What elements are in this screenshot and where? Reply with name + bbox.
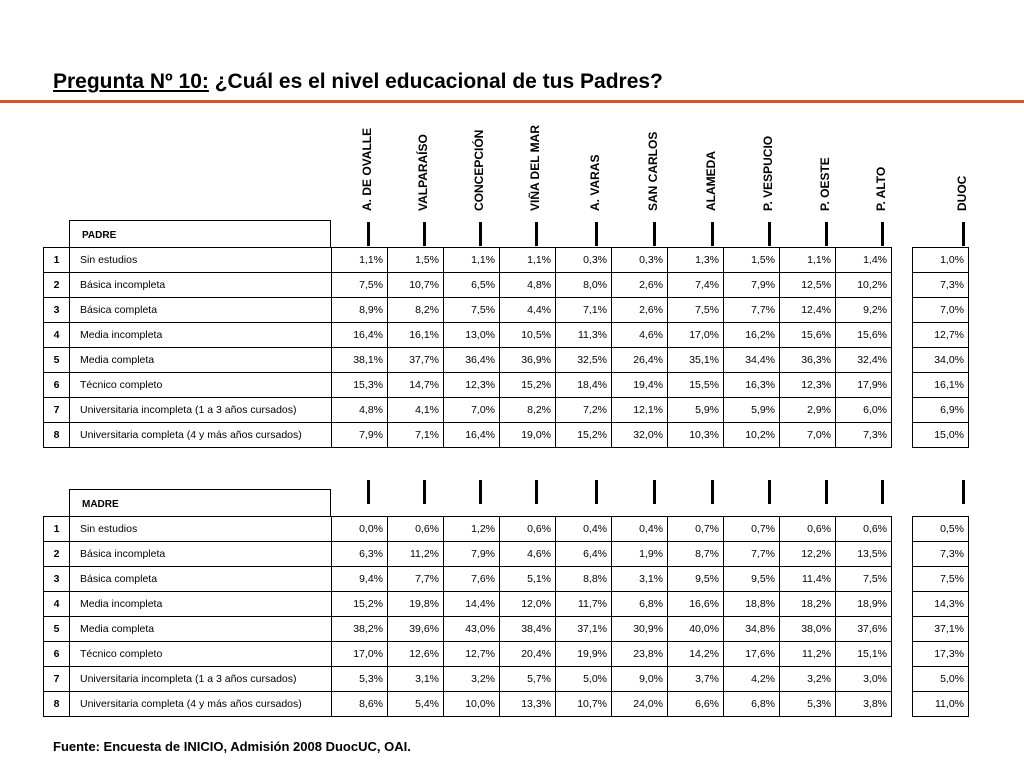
value-cell: 1,4% xyxy=(836,248,892,273)
column-header-text: ALAMEDA xyxy=(704,151,718,211)
column-tick-mark xyxy=(962,480,965,504)
duoc-value-cell: 7,5% xyxy=(913,567,969,592)
value-cell: 8,6% xyxy=(332,692,388,717)
column-tick-mark xyxy=(423,480,426,504)
value-cell: 2,6% xyxy=(612,298,668,323)
value-cell: 17,0% xyxy=(668,323,724,348)
column-tick-mark xyxy=(535,480,538,504)
duoc-value-cell: 11,0% xyxy=(913,692,969,717)
column-gap xyxy=(892,617,913,642)
value-cell: 38,2% xyxy=(332,617,388,642)
column-tick-mark xyxy=(962,222,965,246)
column-tick-mark xyxy=(479,480,482,504)
column-header xyxy=(700,101,724,211)
value-cell: 15,2% xyxy=(332,592,388,617)
column-header-text: P. ALTO xyxy=(874,166,888,211)
row-label: Universitaria completa (4 y más años cursados) xyxy=(70,423,332,448)
row-number: 4 xyxy=(44,592,70,617)
column-tick-mark xyxy=(653,222,656,246)
column-header-text: P. VESPUCIO xyxy=(761,135,775,211)
column-tick-mark xyxy=(367,480,370,504)
value-cell: 4,1% xyxy=(388,398,444,423)
row-number: 6 xyxy=(44,642,70,667)
value-cell: 7,3% xyxy=(836,423,892,448)
row-number: 7 xyxy=(44,667,70,692)
value-cell: 10,2% xyxy=(724,423,780,448)
value-cell: 17,9% xyxy=(836,373,892,398)
value-cell: 17,0% xyxy=(332,642,388,667)
row-number: 2 xyxy=(44,273,70,298)
column-header-text: CONCEPCIÓN xyxy=(472,129,486,211)
title-prefix: Pregunta Nº 10: xyxy=(53,70,209,93)
value-cell: 7,0% xyxy=(780,423,836,448)
column-gap xyxy=(892,398,913,423)
column-header xyxy=(642,101,666,211)
value-cell: 37,7% xyxy=(388,348,444,373)
value-cell: 5,3% xyxy=(332,667,388,692)
value-cell: 12,5% xyxy=(780,273,836,298)
value-cell: 10,7% xyxy=(556,692,612,717)
row-number: 7 xyxy=(44,398,70,423)
value-cell: 10,0% xyxy=(444,692,500,717)
table-row xyxy=(44,273,969,298)
value-cell: 8,8% xyxy=(556,567,612,592)
value-cell: 11,4% xyxy=(780,567,836,592)
value-cell: 4,2% xyxy=(724,667,780,692)
value-cell: 5,0% xyxy=(556,667,612,692)
column-tick-mark xyxy=(595,222,598,246)
title-question: ¿Cuál es el nivel educacional de tus Padres? xyxy=(214,70,663,93)
duoc-value-cell: 12,7% xyxy=(913,323,969,348)
value-cell: 8,2% xyxy=(500,398,556,423)
column-tick-mark xyxy=(881,222,884,246)
value-cell: 34,4% xyxy=(724,348,780,373)
row-label: Universitaria incompleta (1 a 3 años cursados) xyxy=(70,398,332,423)
value-cell: 5,3% xyxy=(780,692,836,717)
value-cell: 1,5% xyxy=(388,248,444,273)
value-cell: 36,3% xyxy=(780,348,836,373)
column-tick-mark xyxy=(768,480,771,504)
value-cell: 7,5% xyxy=(332,273,388,298)
value-cell: 6,5% xyxy=(444,273,500,298)
value-cell: 18,9% xyxy=(836,592,892,617)
value-cell: 1,2% xyxy=(444,517,500,542)
value-cell: 13,5% xyxy=(836,542,892,567)
row-number: 5 xyxy=(44,348,70,373)
padre-section-label: PADRE xyxy=(69,220,331,247)
value-cell: 36,4% xyxy=(444,348,500,373)
column-header xyxy=(870,101,894,211)
value-cell: 16,2% xyxy=(724,323,780,348)
value-cell: 7,0% xyxy=(444,398,500,423)
value-cell: 7,7% xyxy=(724,542,780,567)
column-gap xyxy=(892,348,913,373)
value-cell: 5,9% xyxy=(668,398,724,423)
value-cell: 6,8% xyxy=(724,692,780,717)
value-cell: 15,6% xyxy=(780,323,836,348)
column-header xyxy=(356,101,380,211)
value-cell: 32,4% xyxy=(836,348,892,373)
duoc-value-cell: 0,5% xyxy=(913,517,969,542)
value-cell: 20,4% xyxy=(500,642,556,667)
value-cell: 15,2% xyxy=(556,423,612,448)
column-gap xyxy=(892,642,913,667)
value-cell: 12,1% xyxy=(612,398,668,423)
value-cell: 13,0% xyxy=(444,323,500,348)
value-cell: 34,8% xyxy=(724,617,780,642)
value-cell: 23,8% xyxy=(612,642,668,667)
value-cell: 4,8% xyxy=(332,398,388,423)
row-number: 8 xyxy=(44,423,70,448)
value-cell: 40,0% xyxy=(668,617,724,642)
value-cell: 0,6% xyxy=(780,517,836,542)
value-cell: 35,1% xyxy=(668,348,724,373)
value-cell: 11,7% xyxy=(556,592,612,617)
column-tick-mark xyxy=(423,222,426,246)
value-cell: 19,9% xyxy=(556,642,612,667)
value-cell: 1,3% xyxy=(668,248,724,273)
value-cell: 5,4% xyxy=(388,692,444,717)
value-cell: 3,1% xyxy=(388,667,444,692)
value-cell: 7,5% xyxy=(668,298,724,323)
duoc-value-cell: 16,1% xyxy=(913,373,969,398)
value-cell: 6,4% xyxy=(556,542,612,567)
madre-section-label: MADRE xyxy=(69,489,331,516)
column-header-text: DUOC xyxy=(955,175,969,211)
value-cell: 3,0% xyxy=(836,667,892,692)
table-row xyxy=(44,667,969,692)
value-cell: 15,1% xyxy=(836,642,892,667)
row-label: Media completa xyxy=(70,348,332,373)
value-cell: 7,1% xyxy=(388,423,444,448)
value-cell: 0,3% xyxy=(556,248,612,273)
duoc-value-cell: 14,3% xyxy=(913,592,969,617)
value-cell: 14,2% xyxy=(668,642,724,667)
row-label: Sin estudios xyxy=(70,517,332,542)
value-cell: 7,9% xyxy=(332,423,388,448)
value-cell: 0,3% xyxy=(612,248,668,273)
duoc-value-cell: 7,3% xyxy=(913,542,969,567)
column-tick-mark xyxy=(881,480,884,504)
value-cell: 37,6% xyxy=(836,617,892,642)
value-cell: 7,9% xyxy=(724,273,780,298)
duoc-value-cell: 6,9% xyxy=(913,398,969,423)
value-cell: 38,4% xyxy=(500,617,556,642)
duoc-value-cell: 7,0% xyxy=(913,298,969,323)
row-number: 1 xyxy=(44,248,70,273)
column-gap xyxy=(892,542,913,567)
value-cell: 4,6% xyxy=(500,542,556,567)
value-cell: 16,4% xyxy=(332,323,388,348)
page-title xyxy=(53,70,663,94)
table-row xyxy=(44,592,969,617)
row-label: Básica completa xyxy=(70,567,332,592)
value-cell: 26,4% xyxy=(612,348,668,373)
column-gap xyxy=(892,517,913,542)
column-tick-mark xyxy=(535,222,538,246)
column-header-text: A. DE OVALLE xyxy=(360,127,374,211)
column-gap xyxy=(892,567,913,592)
column-tick-mark xyxy=(653,480,656,504)
value-cell: 32,5% xyxy=(556,348,612,373)
value-cell: 2,9% xyxy=(780,398,836,423)
value-cell: 30,9% xyxy=(612,617,668,642)
value-cell: 12,4% xyxy=(780,298,836,323)
table-row xyxy=(44,348,969,373)
value-cell: 7,4% xyxy=(668,273,724,298)
value-cell: 38,0% xyxy=(780,617,836,642)
table-row xyxy=(44,373,969,398)
value-cell: 18,2% xyxy=(780,592,836,617)
column-gap xyxy=(892,423,913,448)
value-cell: 8,9% xyxy=(332,298,388,323)
value-cell: 9,4% xyxy=(332,567,388,592)
value-cell: 15,6% xyxy=(836,323,892,348)
value-cell: 0,4% xyxy=(556,517,612,542)
row-label: Básica incompleta xyxy=(70,542,332,567)
column-header xyxy=(524,101,548,211)
value-cell: 12,0% xyxy=(500,592,556,617)
value-cell: 12,7% xyxy=(444,642,500,667)
value-cell: 12,3% xyxy=(780,373,836,398)
row-number: 2 xyxy=(44,542,70,567)
value-cell: 13,3% xyxy=(500,692,556,717)
column-tick-mark xyxy=(367,222,370,246)
value-cell: 4,4% xyxy=(500,298,556,323)
value-cell: 3,7% xyxy=(668,667,724,692)
column-gap xyxy=(892,667,913,692)
table-row xyxy=(44,298,969,323)
value-cell: 10,7% xyxy=(388,273,444,298)
column-gap xyxy=(892,323,913,348)
value-cell: 7,5% xyxy=(836,567,892,592)
value-cell: 11,2% xyxy=(388,542,444,567)
value-cell: 11,2% xyxy=(780,642,836,667)
column-gap xyxy=(892,298,913,323)
value-cell: 2,6% xyxy=(612,273,668,298)
table-row xyxy=(44,642,969,667)
value-cell: 19,4% xyxy=(612,373,668,398)
madre-table xyxy=(43,516,969,717)
row-label: Universitaria completa (4 y más años cursados) xyxy=(70,692,332,717)
value-cell: 6,8% xyxy=(612,592,668,617)
column-header xyxy=(468,101,492,211)
column-header xyxy=(951,101,975,211)
row-label: Básica completa xyxy=(70,298,332,323)
value-cell: 1,1% xyxy=(780,248,836,273)
value-cell: 37,1% xyxy=(556,617,612,642)
row-label: Universitaria incompleta (1 a 3 años cursados) xyxy=(70,667,332,692)
column-header-text: VALPARAÍSO xyxy=(416,134,430,211)
column-tick-mark xyxy=(711,480,714,504)
value-cell: 15,2% xyxy=(500,373,556,398)
table-row xyxy=(44,692,969,717)
value-cell: 7,9% xyxy=(444,542,500,567)
column-gap xyxy=(892,692,913,717)
value-cell: 7,1% xyxy=(556,298,612,323)
value-cell: 8,2% xyxy=(388,298,444,323)
value-cell: 12,2% xyxy=(780,542,836,567)
table-row xyxy=(44,617,969,642)
value-cell: 24,0% xyxy=(612,692,668,717)
column-tick-mark xyxy=(479,222,482,246)
row-label: Sin estudios xyxy=(70,248,332,273)
value-cell: 43,0% xyxy=(444,617,500,642)
table-row xyxy=(44,398,969,423)
source-footnote: Fuente: Encuesta de INICIO, Admisión 2008 DuocUC, OAI. xyxy=(53,739,411,754)
value-cell: 39,6% xyxy=(388,617,444,642)
column-header xyxy=(412,101,436,211)
duoc-value-cell: 17,3% xyxy=(913,642,969,667)
value-cell: 15,3% xyxy=(332,373,388,398)
value-cell: 3,2% xyxy=(444,667,500,692)
column-tick-mark xyxy=(825,222,828,246)
value-cell: 9,5% xyxy=(668,567,724,592)
duoc-value-cell: 1,0% xyxy=(913,248,969,273)
value-cell: 7,5% xyxy=(444,298,500,323)
row-number: 6 xyxy=(44,373,70,398)
value-cell: 19,8% xyxy=(388,592,444,617)
value-cell: 7,2% xyxy=(556,398,612,423)
value-cell: 0,4% xyxy=(612,517,668,542)
value-cell: 0,7% xyxy=(668,517,724,542)
value-cell: 0,6% xyxy=(388,517,444,542)
column-gap xyxy=(892,373,913,398)
padre-table xyxy=(43,247,969,448)
value-cell: 8,0% xyxy=(556,273,612,298)
column-header-text: SAN CARLOS xyxy=(646,131,660,211)
row-label: Técnico completo xyxy=(70,642,332,667)
value-cell: 0,0% xyxy=(332,517,388,542)
row-number: 1 xyxy=(44,517,70,542)
duoc-value-cell: 15,0% xyxy=(913,423,969,448)
value-cell: 1,5% xyxy=(724,248,780,273)
value-cell: 5,9% xyxy=(724,398,780,423)
value-cell: 17,6% xyxy=(724,642,780,667)
value-cell: 10,3% xyxy=(668,423,724,448)
row-number: 3 xyxy=(44,298,70,323)
value-cell: 0,6% xyxy=(500,517,556,542)
row-label: Media completa xyxy=(70,617,332,642)
value-cell: 18,4% xyxy=(556,373,612,398)
row-number: 5 xyxy=(44,617,70,642)
value-cell: 3,2% xyxy=(780,667,836,692)
value-cell: 14,7% xyxy=(388,373,444,398)
duoc-value-cell: 7,3% xyxy=(913,273,969,298)
value-cell: 15,5% xyxy=(668,373,724,398)
column-gap xyxy=(892,592,913,617)
value-cell: 16,6% xyxy=(668,592,724,617)
value-cell: 9,5% xyxy=(724,567,780,592)
value-cell: 6,0% xyxy=(836,398,892,423)
value-cell: 32,0% xyxy=(612,423,668,448)
value-cell: 4,8% xyxy=(500,273,556,298)
duoc-value-cell: 37,1% xyxy=(913,617,969,642)
column-header xyxy=(814,101,838,211)
column-header xyxy=(584,101,608,211)
value-cell: 5,1% xyxy=(500,567,556,592)
value-cell: 36,9% xyxy=(500,348,556,373)
value-cell: 0,7% xyxy=(724,517,780,542)
row-label: Básica incompleta xyxy=(70,273,332,298)
row-number: 3 xyxy=(44,567,70,592)
value-cell: 3,8% xyxy=(836,692,892,717)
row-label: Técnico completo xyxy=(70,373,332,398)
value-cell: 11,3% xyxy=(556,323,612,348)
value-cell: 4,6% xyxy=(612,323,668,348)
duoc-value-cell: 34,0% xyxy=(913,348,969,373)
value-cell: 9,0% xyxy=(612,667,668,692)
value-cell: 10,5% xyxy=(500,323,556,348)
value-cell: 1,1% xyxy=(500,248,556,273)
value-cell: 6,6% xyxy=(668,692,724,717)
row-number: 4 xyxy=(44,323,70,348)
value-cell: 19,0% xyxy=(500,423,556,448)
value-cell: 14,4% xyxy=(444,592,500,617)
value-cell: 16,3% xyxy=(724,373,780,398)
value-cell: 12,3% xyxy=(444,373,500,398)
column-gap xyxy=(892,248,913,273)
value-cell: 1,1% xyxy=(444,248,500,273)
column-header xyxy=(757,101,781,211)
value-cell: 5,7% xyxy=(500,667,556,692)
table-row xyxy=(44,567,969,592)
column-tick-mark xyxy=(595,480,598,504)
value-cell: 38,1% xyxy=(332,348,388,373)
value-cell: 10,2% xyxy=(836,273,892,298)
value-cell: 7,7% xyxy=(388,567,444,592)
duoc-value-cell: 5,0% xyxy=(913,667,969,692)
value-cell: 8,7% xyxy=(668,542,724,567)
value-cell: 1,9% xyxy=(612,542,668,567)
value-cell: 0,6% xyxy=(836,517,892,542)
column-header-text: P. OESTE xyxy=(818,157,832,211)
value-cell: 6,3% xyxy=(332,542,388,567)
table-row xyxy=(44,517,969,542)
column-header-text: VIÑA DEL MAR xyxy=(528,124,542,211)
table-row xyxy=(44,423,969,448)
value-cell: 9,2% xyxy=(836,298,892,323)
value-cell: 12,6% xyxy=(388,642,444,667)
value-cell: 7,7% xyxy=(724,298,780,323)
column-tick-mark xyxy=(768,222,771,246)
value-cell: 16,1% xyxy=(388,323,444,348)
value-cell: 7,6% xyxy=(444,567,500,592)
value-cell: 1,1% xyxy=(332,248,388,273)
column-header-text: A. VARAS xyxy=(588,154,602,211)
value-cell: 16,4% xyxy=(444,423,500,448)
column-gap xyxy=(892,273,913,298)
table-row xyxy=(44,542,969,567)
row-label: Media incompleta xyxy=(70,592,332,617)
table-row xyxy=(44,323,969,348)
row-number: 8 xyxy=(44,692,70,717)
row-label: Media incompleta xyxy=(70,323,332,348)
value-cell: 18,8% xyxy=(724,592,780,617)
column-tick-mark xyxy=(711,222,714,246)
value-cell: 3,1% xyxy=(612,567,668,592)
table-row xyxy=(44,248,969,273)
column-tick-mark xyxy=(825,480,828,504)
